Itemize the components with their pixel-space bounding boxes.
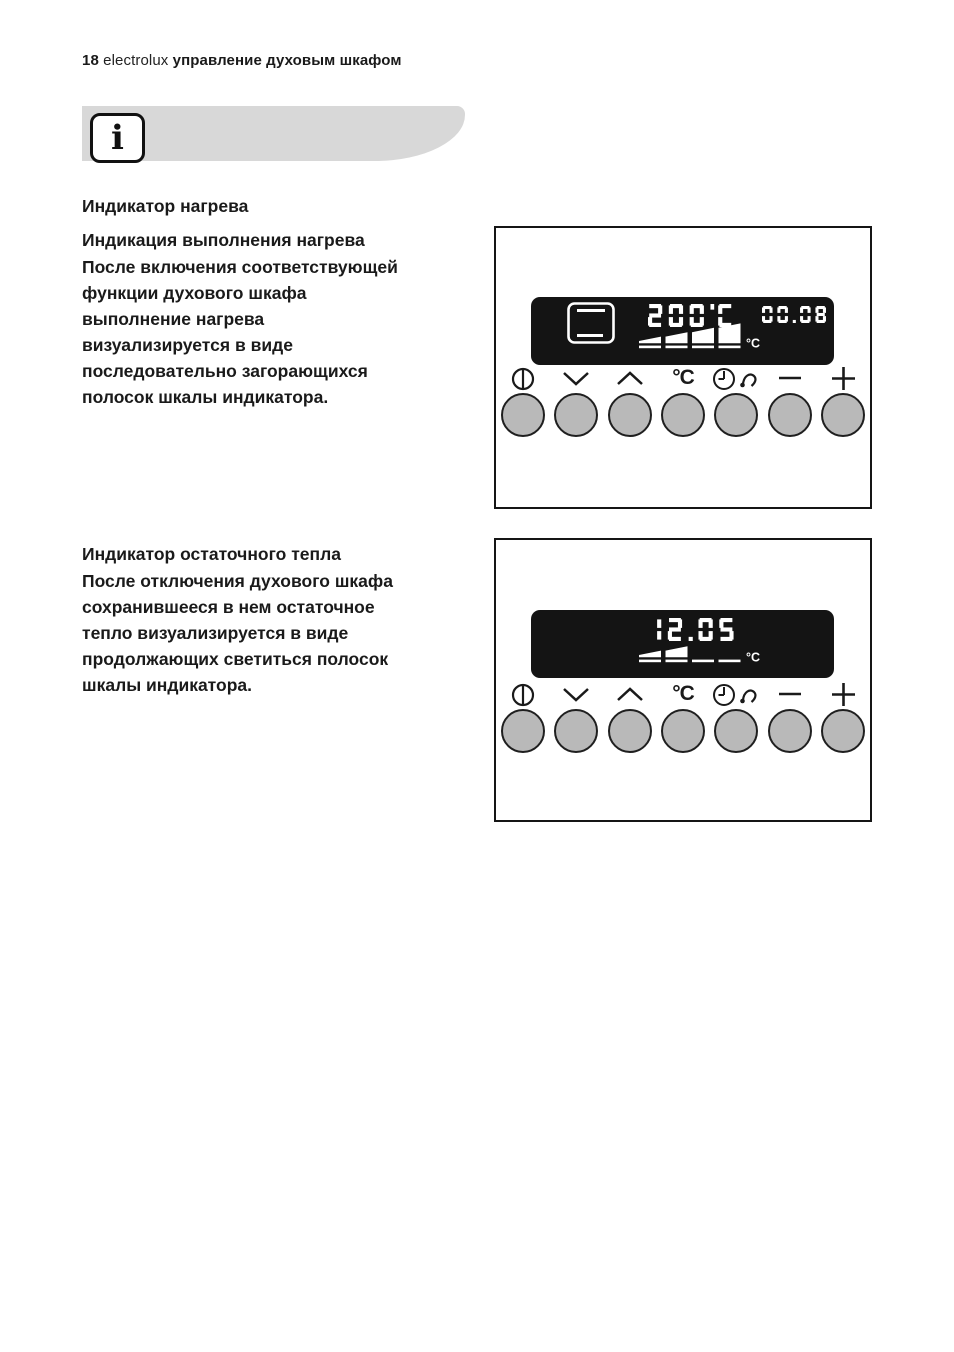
down-button xyxy=(554,709,598,753)
temperature-button xyxy=(661,393,705,437)
control-panel-figure-residual-heat xyxy=(494,538,872,822)
power-button xyxy=(501,709,545,753)
heat-level-indicator xyxy=(639,323,771,355)
page-number: 18 xyxy=(82,52,99,69)
up-button xyxy=(608,393,652,437)
clock-button xyxy=(714,393,758,437)
symbol-row xyxy=(496,363,870,393)
minus-icon xyxy=(763,679,816,709)
brand-name: electrolux xyxy=(103,52,169,69)
section2-heading: Индикатор остаточного тепла xyxy=(82,544,341,564)
page-header xyxy=(82,52,402,69)
section2-paragraph: После отключения духового шкафа сохранившееся в нем остаточное тепло визуализируется в виде продолжающих светиться полосок шкалы индикатора. xyxy=(82,571,393,695)
chevron-down-icon xyxy=(549,679,602,709)
info-ribbon xyxy=(82,106,465,161)
power-button xyxy=(501,393,545,437)
display-time-readout xyxy=(762,306,831,328)
down-button xyxy=(554,393,598,437)
clock-function-icon xyxy=(710,679,763,709)
plus-button xyxy=(821,709,865,753)
heat-level-indicator xyxy=(639,637,771,669)
button-row xyxy=(496,708,870,754)
chevron-up-icon xyxy=(603,679,656,709)
clock-function-icon xyxy=(710,363,763,393)
temperature-symbol: °C xyxy=(672,366,694,389)
minus-button xyxy=(768,709,812,753)
plus-icon xyxy=(817,363,870,393)
section1-subheading: Индикация выполнения нагрева xyxy=(82,230,365,250)
power-icon xyxy=(496,679,549,709)
plus-button xyxy=(821,393,865,437)
power-icon xyxy=(496,363,549,393)
chevron-down-icon xyxy=(549,363,602,393)
oven-display xyxy=(531,297,834,365)
symbol-row xyxy=(496,679,870,709)
info-icon xyxy=(90,113,145,163)
minus-button xyxy=(768,393,812,437)
button-row xyxy=(496,392,870,438)
up-button xyxy=(608,709,652,753)
svg-text:°C: °C xyxy=(746,336,761,350)
svg-text:°C: °C xyxy=(746,650,761,664)
section1-paragraph: После включения соответствующей функции духового шкафа выполнение нагрева визуализируется в виде последовательно загорающихся полосок шкалы индикатора. xyxy=(82,257,398,407)
chevron-up-icon xyxy=(603,363,656,393)
oven-function-top-bottom-heat-icon xyxy=(567,302,615,344)
temperature-symbol: °C xyxy=(672,682,694,705)
section1-heading: Индикатор нагрева xyxy=(82,196,249,216)
clock-button xyxy=(714,709,758,753)
plus-icon xyxy=(817,679,870,709)
temperature-button xyxy=(661,709,705,753)
minus-icon xyxy=(763,363,816,393)
info-icon-glyph: i xyxy=(111,118,124,158)
control-panel-figure-heating xyxy=(494,226,872,509)
header-title: управление духовым шкафом xyxy=(172,52,402,69)
oven-display xyxy=(531,610,834,678)
